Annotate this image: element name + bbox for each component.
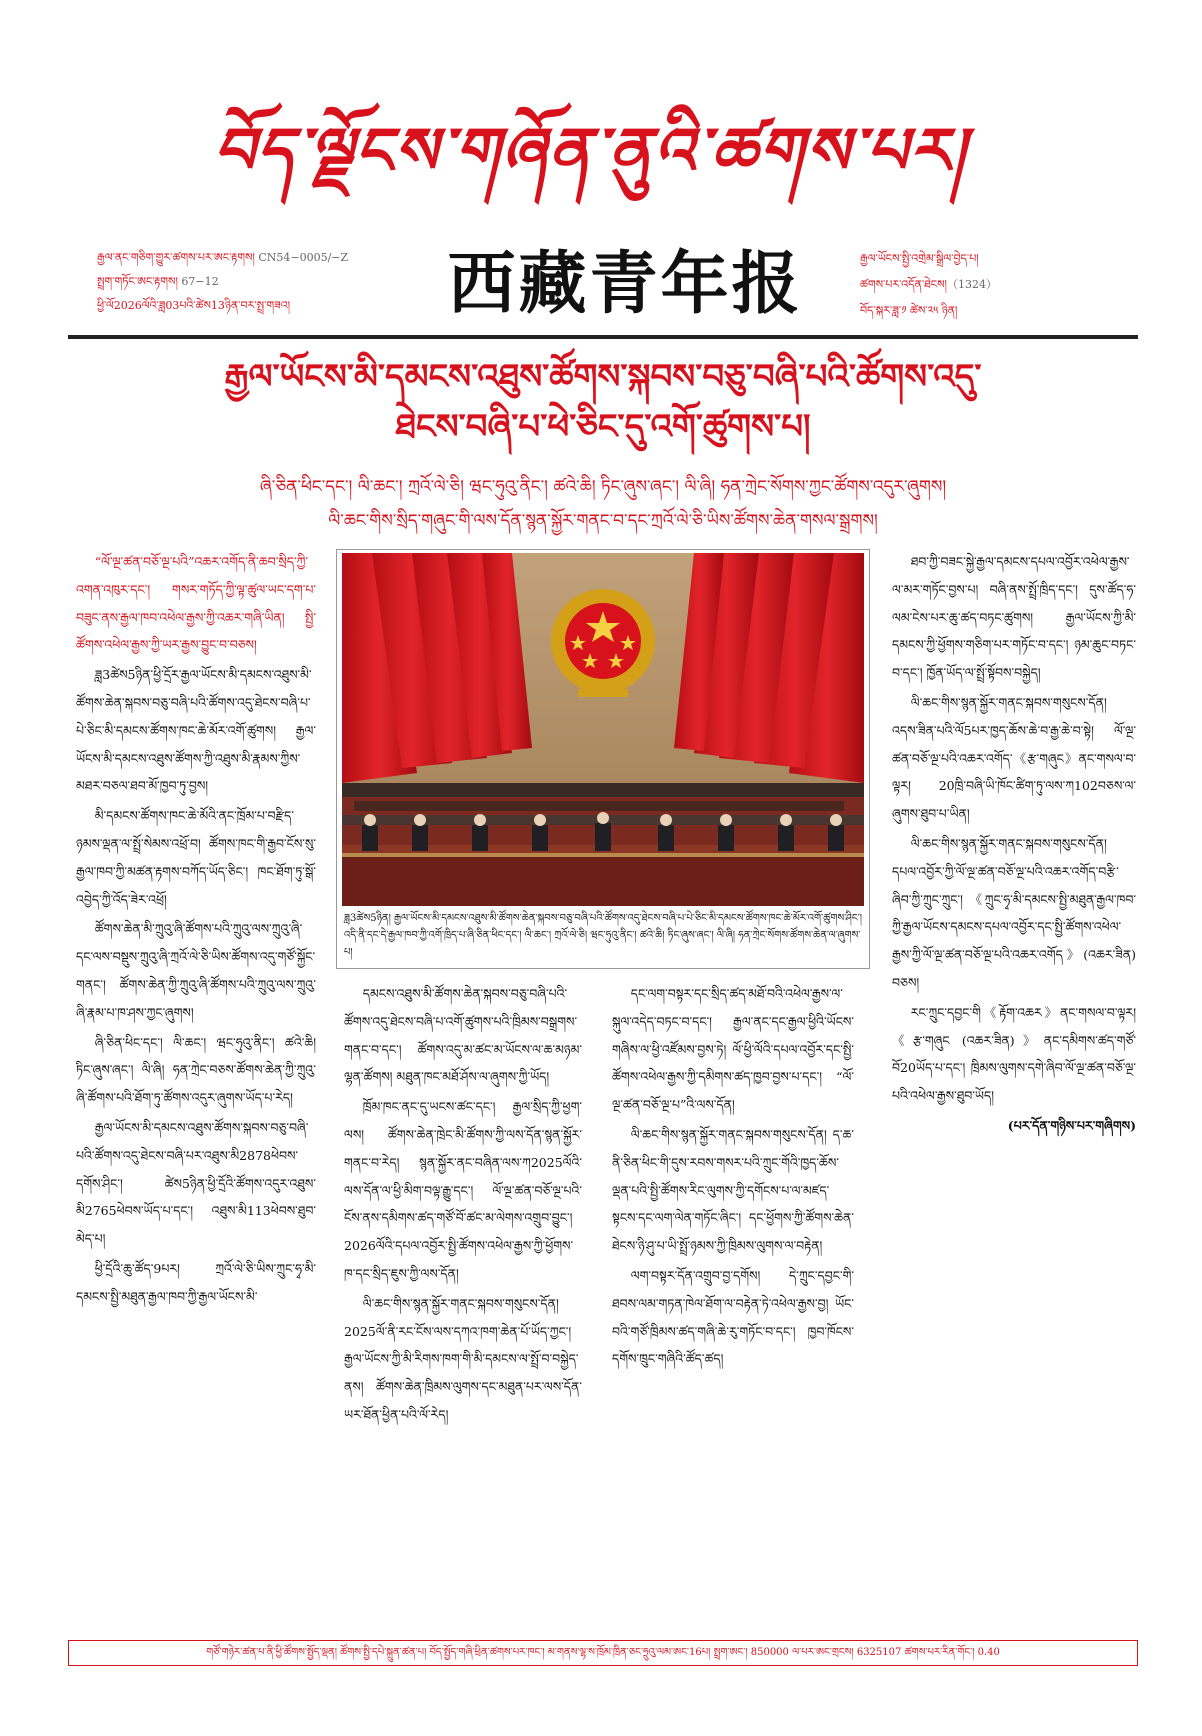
header-left-info	[97, 246, 432, 318]
photo-caption: ཟླ3ཚེས5ཉིན། རྒྱལ་ཡོངས་མི་དམངས་འཐུས་མི་ཚོགས་ཆེན་སྐབས་བཅུ་བཞི་པའི་ཚོགས་འདུ་ཐེངས་བཞི་པ་པེ་ཅིང་མི་དམངས་ཚོགས་ཁང་ཆེ་མོར་འགོ་ཚུགས་ཤིང་། འདི་ནི་དང་དེ་རྒྱལ་ཁབ་ཀྱི་འགོ་ཁྲིད་པ་ཞི་ཅིན་ཕིང་དང་། ལི་ཆང་། ཀྲའོ་ལེ་ཅི། ཝང་ཧུའུ་ནིང་། ཚའེ་ཆི། ཏིང་ཞུས་ཞང་། ལི་ཞི། ཧན་ཀྲེང་སོགས་ཚོགས་ཆེན་ལ་ཞུགས་པ།	[344, 913, 862, 958]
article-paragraph: རང་ཀྲུང་དབྱང་གི《རྟོག་འཆར》ནང་གསལ་བ་ལྟར། 《རྩ་གཞུང (འཆར་ཟིན)》ནང་དམིགས་ཚད་གཙོ་བོ20ཡོད་པ་དང་། ཁྲིམས་ལུགས་དགེ་ཞིབ་ལོ་ལྔ་ཚན་བཅོ་ལྔ་པའི་འཕེལ་རྒྱས་ཐུབ་ཡོད།	[892, 1004, 1136, 1104]
article-paragraph: རྒྱལ་ཡོངས་མི་དམངས་འཐུས་ཚོགས་སྐབས་བཅུ་བཞི་པའི་ཚོགས་འདུ་ཐེངས་བཞི་པར་འཐུས་མི2878ཕེབས་དགོས་ཤིང་། ཚེས5ཉིན་ཕྱི་དྲོའི་ཚོགས་འདུར་འཐུས་མི2765ཕེབས་ཡོད་པ་དང་། འཐུས་མི113ཕེབས་ཐུབ་མེད་པ།	[76, 1119, 316, 1247]
article-column-4	[892, 548, 1136, 1628]
masthead-title: བོད་ལྗོངས་གཞོན་ནུའི་ཚགས་པར།	[213, 114, 967, 189]
tibetan-date: བོད་སྐར་ཟླ་༡ ཚེས་༢༥ ཉིན།	[860, 304, 958, 317]
article-column-3	[612, 980, 854, 1628]
article-paragraph: ལི་ཆང་གིས་སྙན་སྐྱོར་གནང་སྐབས་གསུངས་དོན། ད་ཆ་ནི་ཅིན་ཕིང་གི་དུས་རབས་གསར་པའི་ཀྲུང་གོའི་ཁྱད་ཆོས་ལྡན་པའི་སྤྱི་ཚོགས་རིང་ལུགས་ཀྱི་དགོངས་པ་ལ་མཛད་སྟངས་དང་ལག་ལེན་གཏོང་ཞིང་། དང་ཕྱོགས་ཀྱི་ཚོགས་ཆེན་ཐེངས་ཉི་ཤུ་པ་ཡི་སྤྲོ་ཉམས་ཀྱི་ཁྲིམས་ལུགས་ལ་བརྟེན།	[612, 1126, 854, 1254]
article-paragraph: ཞི་ཅིན་ཕིང་དང་། ལི་ཆང་། ཝང་ཧུའུ་ནིང་། ཚའེ་ཆི། ཏིང་ཞུས་ཞང་། ལི་ཞི། ཧན་ཀྲེང་བཅས་ཚོགས་ཆེན་ཀྱི་ཀྲུའུ་ཞི་ཚོགས་པའི་ཐོག་ཏུ་ཚོགས་འདུར་ཞུགས་ཡོད་པ་རེད།	[76, 1034, 316, 1106]
article-paragraph: ཚོགས་ཆེན་མི་ཀྲུའུ་ཞི་ཚོགས་པའི་ཀྲུའུ་ལས་ཀྲུའུ་ཞི་དང་ལས་བསྡུས་ཀྲུའུ་ཞི་ཀྲའོ་ལེ་ཅི་ཡིས་ཚོགས་འདུ་གཙོ་སྐྱོང་གནང་། ཚོགས་ཆེན་ཀྱི་ཀྲུའུ་ཞི་ཚོགས་པའི་ཀྲུའུ་ལས་ཀྲུའུ་ཞི་རྣམ་པ་ཁ་ཤས་ཀྱང་ཞུགས།	[76, 921, 316, 1020]
subheadline	[68, 470, 1138, 538]
article-intro: “ལོ་ལྔ་ཚན་བཅོ་ལྔ་པའི”འཆར་འགོད་ནི་ཆབ་སྲིད་ཀྱི་འགན་འཁུར་དང་། གསར་གཏོད་ཀྱི་ལྟ་ཚུལ་ཡང་དག་པ་བཟུང་ནས་རྒྱལ་ཁབ་འཕེལ་རྒྱས་ཀྱི་འཆར་གཞི་ཡིན། སྤྱི་ཚོགས་འཕེལ་རྒྱས་ཀྱི་ཡར་རྒྱས་བྱུང་བ་བཅས།	[76, 554, 316, 653]
article-paragraph: ལི་ཆང་གིས་སྙན་སྐྱོར་གནང་སྐབས་གསུངས་དོན། འདས་ཟིན་པའི་ལོ5པར་ཁྱད་ཆོས་ཆེ་བ་རྒྱ་ཆེ་བ་སྟེ། ལོ་ལྔ་ཚན་བཅོ་ལྔ་པའི་འཆར་འགོད་《རྩ་གཞུང》ནང་གསལ་བ་ལྟར། 20ཁྲི་བཞི་ཡི་ཁོང་ཚིག་ཏུ་ལས་ཀ102བཅས་ལ་ཞུགས་ཐུབ་པ་ཡིན།	[892, 694, 1136, 822]
newspaper-title-chinese: 西藏青年报	[447, 245, 803, 324]
article-paragraph: ཟླ3ཚེས5ཉིན་ཕྱི་དྲོར་རྒྱལ་ཡོངས་མི་དམངས་འཐུས་མི་ཚོགས་ཆེན་སྐབས་བཅུ་བཞི་པའི་ཚོགས་འདུ་ཐེངས་བཞི་པ་པེ་ཅིང་མི་དམངས་ཚོགས་ཁང་ཆེ་མོར་འགོ་ཚུགས། རྒྱལ་ཡོངས་མི་དམངས་འཐུས་ཚོགས་ཀྱི་འཐུས་མི་རྣམས་ཀྱིས་མཐར་བཅལ་ཐབ་མོ་ཁྱབ་ཏུ་བྱས།	[76, 667, 316, 794]
issue-number-line: ཚགས་པར་འདོན་ཐེངས།（1324）	[860, 278, 997, 291]
congress-photo-illustration	[342, 553, 864, 906]
headline-line-2: ཐེངས་བཞི་པ་ཕེ་ཅིང་དུ་འགོ་ཚུགས་པ།	[395, 407, 811, 447]
article-paragraph: ཁྲོམ་ཁང་ནང་དུ་ཡངས་ཚང་དང་། རྒྱལ་སྲིད་ཀྱི་ཕྱག་ལས། ཚོགས་ཆེན་ཁྲེང་མི་ཚོགས་ཀྱི་ལས་དོན་སྙན་སྐྱོར་གནང་བ་རེད། སྙན་སྐྱོར་ནང་བཞིན་ལས་ཀ2025ལོའི་ལས་དོན་ལ་ཕྱི་མིག་བལྟ་རྒྱུ་དང་། ལོ་ལྔ་ཚན་བཅོ་ལྔ་པའི་ངོས་ནས་དམིགས་ཚད་གཙོ་བོ་ཚང་མ་ལེགས་འགྲུབ་བྱུང་། 2026ལོའི་དཔལ་འབྱོར་སྤྱི་ཚོགས་འཕེལ་རྒྱས་ཀྱི་ཕྱོགས་ཁ་དང་སྲིད་ཇུས་ཀྱི་ལས་དོན།	[344, 1099, 582, 1281]
issue-number: （1324）	[947, 278, 997, 291]
article-paragraph: དང་ལག་བསྟར་དང་སྲིད་ཚད་མཐོ་བའི་འཕེལ་རྒྱས་ལ་སྐུལ་འདེད་བཏང་བ་དང་། རྒྱལ་ནང་དང་རྒྱལ་ཕྱིའི་ཡོངས་གཞིས་ལ་ཕྱི་འཛོམས་བྱས་ཏེ། ལོ་ཕྱི་ལོའི་དཔལ་འབྱོར་དང་སྤྱི་ཚོགས་འཕེལ་རྒྱས་ཀྱི་དམིགས་ཚད་ཁྱབ་བྱས་པ་དང་། “ལོ་ལྔ་ཚན་བཅོ་ལྔ་པ”འི་ལས་དོན།	[612, 986, 854, 1113]
issue-date: ཕྱི་ལོ2026ལོའི་ཟླ03པའི་ཚེས13ཉིན་བར་སྤྲ་གཟའ།	[97, 299, 291, 312]
article-column-2	[344, 980, 582, 1628]
main-headline	[68, 352, 1138, 452]
congress-hall-photo	[342, 553, 864, 906]
article-paragraph: མི་དམངས་ཚོགས་ཁང་ཆེ་མོའི་ནང་ཁྲོམ་པ་བརྫིད་ཉམས་ལྡན་ལ་སྤྲོ་སེམས་འཕྲོ་བ། ཚོགས་ཁང་གི་རྒྱབ་ངོས་སུ་རྒྱལ་ཁབ་ཀྱི་མཚན་རྟགས་བཀོད་ཡོད་ཅིང་། ཁང་ཐོག་ཏུ་སྒོ་འབྱེད་ཀྱི་འོད་ཟེར་འཕྲོ།	[76, 808, 316, 907]
header-right-info	[860, 246, 1170, 324]
subhead-line-2: ལི་ཆང་གིས་སྲིད་གཞུང་གི་ལས་དོན་སྙན་སྐྱོར་གནང་བ་དང་ཀྲའོ་ལེ་ཅི་ཡིས་ཚོགས་ཆེན་གསལ་སྒྲགས།	[328, 511, 878, 531]
cn-number: CN54−0005/−Z	[258, 251, 349, 264]
article-paragraph: ལག་བསྟར་དོན་འགྲུབ་བྱ་དགོས། དེ་ཀྲུང་དབྱང་གི་ཐབས་ལམ་གཏན་ཁེལ་ཐོག་ལ་བརྟེན་ཏེ་འཕེལ་རྒྱས་བྱ། ཡོང་བའི་གཙོ་ཁྲིམས་ཚད་གཞི་ཆེ་རུ་གཏོང་བ་དང་། ཁྱབ་ཁོངས་དགོས་ཁྲུང་གཞིའི་ཚོད་ཚད།	[612, 1267, 854, 1367]
article-paragraph: ལི་ཆང་གིས་སྙན་སྐྱོར་གནང་སྐབས་གསུངས་དོན། དཔལ་འབྱོར་ཀྱི་ལོ་ལྔ་ཚན་བཅོ་ལྔ་པའི་འཆར་འགོད་བརྩི་ཞིབ་ཀྱི་ཀྲུང་ཀྲུང་། 《ཀྲུང་ཧྭ་མི་དམངས་སྤྱི་མཐུན་རྒྱལ་ཁབ་ཀྱི་རྒྱལ་ཡོངས་དམངས་དཔལ་འབྱོར་དང་སྤྱི་ཚོགས་འཕེལ་རྒྱས་ཀྱི་ལོ་ལྔ་ཚན་བཅོ་ལྔ་པའི་འཆར་འགོད》(འཆར་ཟིན) བཅས།	[892, 835, 1136, 990]
registration-line: རྒྱལ་ནང་གཅིག་གྱུར་ཚགས་པར་ཨང་རྟགས། CN54−0005/−Z	[97, 251, 349, 264]
article-paragraph: ཐབ་ཀྱི་བཟང་སྐྱེ་རྒྱལ་དམངས་དཔལ་འབྱོར་འཕེལ་རྒྱས་ལ་མར་གཏོང་བྱས་པ། བཞི་ནས་སྤྲོ་ཁྲིད་དང་། དུས་ཚོད་ཧ་ལམ་ངེས་པར་ཆུ་ཚད་བཏང་ཚུགས། རྒྱལ་ཡོངས་ཀྱི་མི་དམངས་ཀྱི་ཕྱོགས་གཅིག་པར་གཏོང་བ་དང་། ཉམ་ཆུང་བཏང་བ་དང་། ཁྱོན་ཡོད་ལ་སྤྲོ་སྟོབས་བསྐྱེད།	[892, 554, 1136, 681]
article-paragraph: དམངས་འཐུས་མི་ཚོགས་ཆེན་སྐབས་བཅུ་བཞི་པའི་ཚོགས་འདུ་ཐེངས་བཞི་པ་འགོ་ཚུགས་པའི་ཁྲིམས་བསྒྲགས་གནང་བ་དང་། ཚོགས་འདུ་མ་ཚང་མ་ཡོངས་ལ་ཆ་མཉམ་ལྷན་ཚོགས། མཐུན་ཁང་མཐོ་ཤོས་ལ་ཞུགས་ཀྱི་ཡོད།	[344, 986, 582, 1085]
continued-on-page-note: (པར་དོན་གཉིས་པར་གཞིགས)	[1007, 1117, 1136, 1133]
article-paragraph: ལི་ཆང་གིས་སྙན་སྐྱོར་གནང་སྐབས་གསུངས་དོན། 2025ལོ་ནི་རང་ངོས་ལས་དཀའ་ཁག་ཆེན་པོ་ཡོད་ཀྱང་། རྒྱལ་ཡོངས་ཀྱི་མི་རིགས་ཁག་གི་མི་དམངས་ལ་སྤྲོ་བ་བསྐྱེད་ནས། ཚོགས་ཆེན་ཁྲིམས་ལུགས་དང་མཐུན་པར་ལས་དོན་ཡར་ཐོན་ཕྱིན་པའི་ལོ་རེད།	[344, 1295, 582, 1422]
publisher-footer: གཙོ་གཉེར་ཚན་པ་ནི་ཕྱི་ཚོགས་སྤྱོད་ལྡན། ཚོགས་སྤྱི་དཔེ་སྐྲུན་ཚན་པ། བོད་སྤྱོད་གཞི་ཕྲིན་ཚགས་པར་ཁང་། མ་གནས་ལྷ་ས་ཁྲོམ་ཁྲིན་ཅང་ཧྲུའུ་ལམ་ཨང་16པ། སྤྲག་ཨང་། 850000 ལ་པར་ཨང་གྲངས། 6325107 ཚགས་པར་རིན་གོང་། 0.40	[68, 1640, 1138, 1666]
header-divider	[68, 335, 1138, 339]
article-column-1	[76, 548, 316, 1628]
subhead-line-1: ཞི་ཅིན་ཕིང་དང་། ལི་ཆང་། ཀྲའོ་ལེ་ཅི། ཝང་ཧུའུ་ནིང་། ཚའེ་ཆི། ཏིང་ཞུས་ཞང་། ལི་ཞི། ཧན་ཀྲེང་སོགས་ཀྱང་ཚོགས་འདུར་ཞུགས།	[259, 477, 947, 497]
postal-code-line: སྤྲག་གཏོང་ཨང་རྟགས། 67−12	[97, 275, 219, 288]
distribution-line: རྒྱལ་ཡོངས་སྤྱི་འགྲེམ་སྒྲིལ་བྱེད་པ།	[860, 252, 979, 265]
postal-code: 67−12	[181, 275, 219, 288]
headline-line-1: རྒྱལ་ཡོངས་མི་དམངས་འཐུས་ཚོགས་སྐབས་བཅུ་བཞི་པའི་ཚོགས་འདུ་	[224, 357, 982, 397]
article-paragraph: ཕྱི་དྲོའི་ཆུ་ཚོད་9པར། ཀྲའོ་ལེ་ཅི་ཡིས་ཀྲུང་ཧྭ་མི་དམངས་སྤྱི་མཐུན་རྒྱལ་ཁབ་ཀྱི་རྒྱལ་ཡོངས་མི་	[76, 1260, 316, 1304]
